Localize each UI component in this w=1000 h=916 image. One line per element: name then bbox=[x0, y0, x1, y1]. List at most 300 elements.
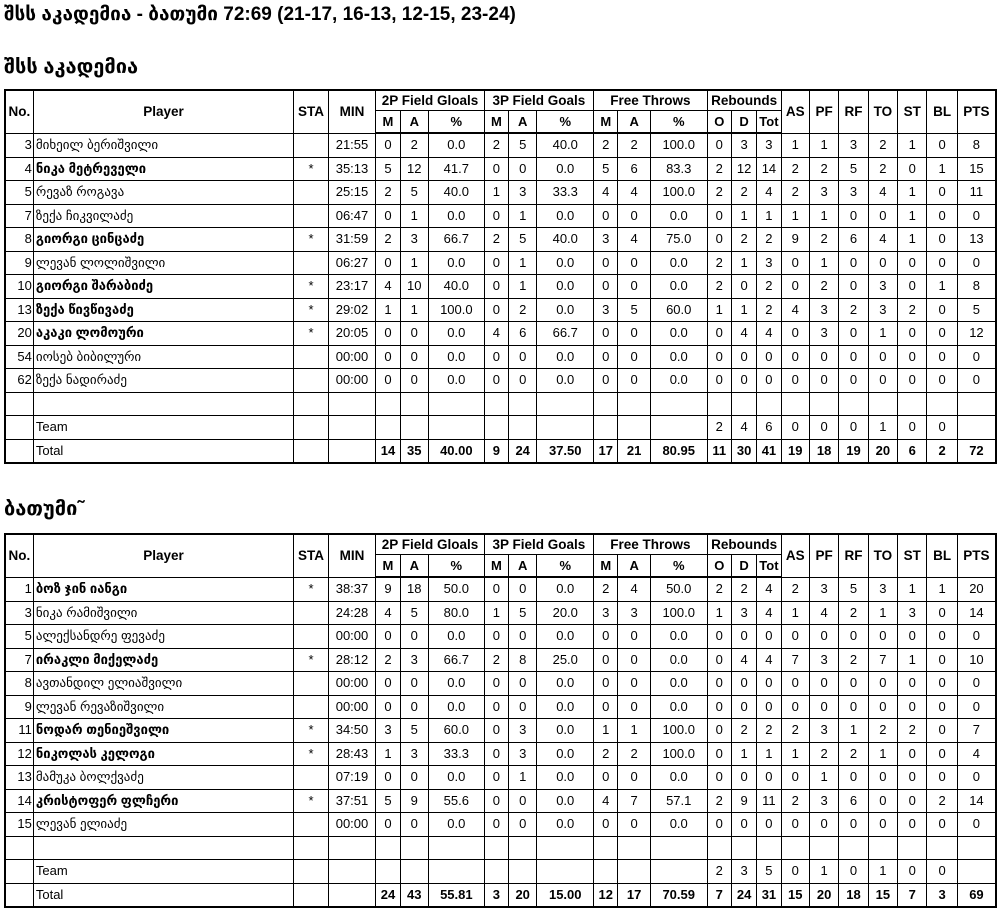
cell: 0 bbox=[618, 766, 650, 790]
header-bl: BL bbox=[927, 534, 957, 577]
header-ft: Free Throws bbox=[594, 534, 707, 555]
cell: 4 bbox=[757, 322, 781, 346]
cell: 13 bbox=[5, 766, 33, 790]
cell: 1 bbox=[898, 577, 927, 601]
header-no: No. bbox=[5, 90, 33, 133]
cell: 0 bbox=[376, 625, 400, 649]
player-row bbox=[5, 157, 996, 181]
cell: 38:37 bbox=[328, 577, 376, 601]
cell: 7 bbox=[5, 648, 33, 672]
cell: 1 bbox=[400, 204, 428, 228]
cell: 1 bbox=[509, 251, 537, 275]
cell: 15 bbox=[781, 883, 809, 907]
cell: 1 bbox=[731, 204, 756, 228]
cell bbox=[594, 836, 618, 860]
cell: 0 bbox=[707, 322, 731, 346]
cell bbox=[294, 695, 328, 719]
cell: 2 bbox=[781, 719, 809, 743]
cell: ალექსანდრე ფევაძე bbox=[33, 625, 293, 649]
cell: 0 bbox=[594, 766, 618, 790]
cell: 4 bbox=[957, 742, 996, 766]
cell: 5 bbox=[400, 181, 428, 205]
cell: 3 bbox=[927, 883, 957, 907]
cell: 0 bbox=[839, 766, 868, 790]
cell: 0.0 bbox=[428, 345, 484, 369]
cell: 5 bbox=[618, 298, 650, 322]
cell: 0.0 bbox=[537, 275, 594, 299]
cell bbox=[376, 416, 400, 440]
cell bbox=[428, 860, 484, 884]
cell: 0.0 bbox=[537, 298, 594, 322]
cell: 0 bbox=[731, 275, 756, 299]
cell: 0 bbox=[839, 695, 868, 719]
cell: 0.0 bbox=[537, 369, 594, 393]
cell: 0 bbox=[898, 672, 927, 696]
cell: 18 bbox=[809, 439, 838, 463]
cell: 1 bbox=[594, 719, 618, 743]
cell: 0 bbox=[757, 672, 781, 696]
subheader-pct: % bbox=[650, 555, 707, 578]
cell: 100.0 bbox=[650, 181, 707, 205]
header-reb: Rebounds bbox=[707, 90, 781, 111]
cell: მიხეილ ბერიშვილი bbox=[33, 133, 293, 157]
cell: 7 bbox=[781, 648, 809, 672]
cell: 0.0 bbox=[650, 369, 707, 393]
cell: 0 bbox=[484, 813, 508, 837]
cell: 0 bbox=[868, 672, 897, 696]
cell: 25.0 bbox=[537, 648, 594, 672]
cell: 0 bbox=[376, 322, 400, 346]
cell: 00:00 bbox=[328, 345, 376, 369]
cell: 5 bbox=[957, 298, 996, 322]
cell: 12 bbox=[5, 742, 33, 766]
cell: 0 bbox=[868, 251, 897, 275]
cell: 2 bbox=[868, 719, 897, 743]
cell: 1 bbox=[781, 133, 809, 157]
cell: 1 bbox=[809, 204, 838, 228]
cell: 0 bbox=[898, 345, 927, 369]
cell bbox=[509, 860, 537, 884]
cell: 1 bbox=[868, 601, 897, 625]
player-row bbox=[5, 577, 996, 601]
cell: 0.0 bbox=[428, 133, 484, 157]
cell: 2 bbox=[839, 298, 868, 322]
player-row bbox=[5, 719, 996, 743]
cell: 1 bbox=[898, 133, 927, 157]
cell: 0 bbox=[618, 322, 650, 346]
cell: 33.3 bbox=[537, 181, 594, 205]
subheader-tot: Tot bbox=[757, 111, 781, 134]
cell: 1 bbox=[809, 766, 838, 790]
cell: 1 bbox=[400, 251, 428, 275]
cell: 0.0 bbox=[537, 672, 594, 696]
cell: 9 bbox=[376, 577, 400, 601]
cell: 0 bbox=[594, 695, 618, 719]
cell: 0 bbox=[957, 695, 996, 719]
cell: 66.7 bbox=[428, 228, 484, 252]
cell: 0.0 bbox=[428, 369, 484, 393]
player-row bbox=[5, 601, 996, 625]
cell: 0 bbox=[809, 345, 838, 369]
cell: 80.95 bbox=[650, 439, 707, 463]
cell: 3 bbox=[509, 719, 537, 743]
subheader-m: M bbox=[484, 555, 508, 578]
cell: 3 bbox=[731, 133, 756, 157]
header-pf: PF bbox=[809, 90, 838, 133]
cell: 0 bbox=[376, 204, 400, 228]
cell: 21:55 bbox=[328, 133, 376, 157]
cell: 2 bbox=[484, 228, 508, 252]
cell: 0 bbox=[809, 416, 838, 440]
cell: მამუკა ბოლქვაძე bbox=[33, 766, 293, 790]
cell: 0 bbox=[618, 695, 650, 719]
header-as: AS bbox=[781, 534, 809, 577]
cell: 0 bbox=[781, 672, 809, 696]
cell: 3 bbox=[594, 601, 618, 625]
cell: ზექა წივწივაძე bbox=[33, 298, 293, 322]
cell: 0 bbox=[809, 813, 838, 837]
cell: 06:47 bbox=[328, 204, 376, 228]
cell: 1 bbox=[484, 601, 508, 625]
cell: 0.0 bbox=[537, 742, 594, 766]
cell: 0 bbox=[868, 813, 897, 837]
cell: 20.0 bbox=[537, 601, 594, 625]
cell: 2 bbox=[707, 789, 731, 813]
cell: 23:17 bbox=[328, 275, 376, 299]
cell: გიორგი ცინცაძე bbox=[33, 228, 293, 252]
cell: 0 bbox=[927, 695, 957, 719]
cell: 4 bbox=[484, 322, 508, 346]
cell: 2 bbox=[509, 298, 537, 322]
cell: 0 bbox=[484, 204, 508, 228]
cell: 2 bbox=[809, 228, 838, 252]
cell bbox=[781, 836, 809, 860]
cell bbox=[957, 860, 996, 884]
cell bbox=[509, 836, 537, 860]
cell bbox=[5, 883, 33, 907]
cell: 0 bbox=[594, 369, 618, 393]
cell: 75.0 bbox=[650, 228, 707, 252]
cell: 17 bbox=[618, 883, 650, 907]
cell: 0 bbox=[781, 766, 809, 790]
cell: * bbox=[294, 789, 328, 813]
cell: 3 bbox=[594, 298, 618, 322]
cell bbox=[484, 836, 508, 860]
cell: 0 bbox=[376, 695, 400, 719]
cell: 2 bbox=[781, 157, 809, 181]
cell: 0 bbox=[868, 625, 897, 649]
cell: 0 bbox=[868, 204, 897, 228]
player-row bbox=[5, 275, 996, 299]
cell: 18 bbox=[400, 577, 428, 601]
cell: 3 bbox=[484, 883, 508, 907]
subheader-a: A bbox=[400, 555, 428, 578]
cell: 0 bbox=[757, 695, 781, 719]
cell: 0 bbox=[927, 742, 957, 766]
cell: 2 bbox=[618, 742, 650, 766]
cell: 0 bbox=[731, 695, 756, 719]
cell: 3 bbox=[839, 133, 868, 157]
cell: * bbox=[294, 275, 328, 299]
cell: 3 bbox=[400, 742, 428, 766]
cell: 0 bbox=[927, 813, 957, 837]
cell: 0 bbox=[594, 322, 618, 346]
player-row bbox=[5, 789, 996, 813]
cell: 10 bbox=[5, 275, 33, 299]
cell bbox=[809, 836, 838, 860]
cell: 0 bbox=[927, 204, 957, 228]
subheader-m: M bbox=[484, 111, 508, 134]
cell: ლევან რევაზიშვილი bbox=[33, 695, 293, 719]
cell bbox=[731, 392, 756, 416]
cell: 6 bbox=[509, 322, 537, 346]
cell: 0 bbox=[484, 157, 508, 181]
cell: 1 bbox=[731, 251, 756, 275]
cell: 8 bbox=[957, 133, 996, 157]
cell: 00:00 bbox=[328, 695, 376, 719]
cell: ნოდარ თენიეშვილი bbox=[33, 719, 293, 743]
cell: 0 bbox=[898, 860, 927, 884]
cell bbox=[537, 416, 594, 440]
cell: 0 bbox=[594, 625, 618, 649]
cell: ნიკა რამიშვილი bbox=[33, 601, 293, 625]
cell: 0.0 bbox=[650, 345, 707, 369]
cell bbox=[428, 836, 484, 860]
header-ft: Free Throws bbox=[594, 90, 707, 111]
cell: 0 bbox=[839, 345, 868, 369]
cell: 60.0 bbox=[650, 298, 707, 322]
cell: 4 bbox=[868, 181, 897, 205]
cell bbox=[650, 860, 707, 884]
cell: 0 bbox=[731, 369, 756, 393]
cell: 14 bbox=[757, 157, 781, 181]
cell bbox=[650, 416, 707, 440]
cell: 3 bbox=[809, 181, 838, 205]
cell: 12 bbox=[957, 322, 996, 346]
total-row bbox=[5, 439, 996, 463]
cell: 0 bbox=[484, 275, 508, 299]
cell: 0 bbox=[927, 416, 957, 440]
cell: 9 bbox=[5, 251, 33, 275]
cell: 4 bbox=[376, 275, 400, 299]
cell: 5 bbox=[5, 181, 33, 205]
cell: 7 bbox=[898, 883, 927, 907]
cell: 2 bbox=[594, 133, 618, 157]
cell: 1 bbox=[781, 601, 809, 625]
cell: 0 bbox=[618, 275, 650, 299]
cell: 7 bbox=[957, 719, 996, 743]
cell: 0.0 bbox=[650, 322, 707, 346]
cell: 0 bbox=[376, 133, 400, 157]
cell: 3 bbox=[731, 601, 756, 625]
cell bbox=[594, 860, 618, 884]
cell: 2 bbox=[400, 133, 428, 157]
player-row bbox=[5, 181, 996, 205]
cell: რევაზ როგავა bbox=[33, 181, 293, 205]
cell: 0 bbox=[898, 625, 927, 649]
cell: 0 bbox=[839, 275, 868, 299]
cell: 14 bbox=[376, 439, 400, 463]
cell: კრისტოფერ ფლჩერი bbox=[33, 789, 293, 813]
cell: 0 bbox=[927, 345, 957, 369]
cell: 0.0 bbox=[650, 275, 707, 299]
cell: 2 bbox=[757, 298, 781, 322]
subheader-m: M bbox=[376, 111, 400, 134]
cell: 5 bbox=[594, 157, 618, 181]
cell: 9 bbox=[5, 695, 33, 719]
cell: 5 bbox=[757, 860, 781, 884]
cell: 13 bbox=[957, 228, 996, 252]
cell: 0.0 bbox=[537, 789, 594, 813]
cell bbox=[509, 392, 537, 416]
cell: 4 bbox=[618, 577, 650, 601]
cell: 0 bbox=[376, 672, 400, 696]
cell: 20 bbox=[5, 322, 33, 346]
cell: ნიკა მეტრეველი bbox=[33, 157, 293, 181]
cell bbox=[294, 860, 328, 884]
header-player: Player bbox=[33, 90, 293, 133]
cell: 0 bbox=[707, 766, 731, 790]
header-sta: STA bbox=[294, 90, 328, 133]
cell bbox=[328, 439, 376, 463]
cell: 3 bbox=[809, 577, 838, 601]
cell bbox=[957, 836, 996, 860]
subheader-a: A bbox=[400, 111, 428, 134]
cell: 2 bbox=[484, 648, 508, 672]
cell: 0 bbox=[898, 251, 927, 275]
cell: 2 bbox=[484, 133, 508, 157]
cell: 4 bbox=[594, 789, 618, 813]
cell: 00:00 bbox=[328, 369, 376, 393]
cell bbox=[868, 836, 897, 860]
cell: 5 bbox=[839, 577, 868, 601]
empty-row bbox=[5, 392, 996, 416]
cell: 12 bbox=[400, 157, 428, 181]
cell: 7 bbox=[868, 648, 897, 672]
cell: 0 bbox=[731, 345, 756, 369]
player-row bbox=[5, 322, 996, 346]
header-to: TO bbox=[868, 90, 897, 133]
player-row bbox=[5, 369, 996, 393]
header-no: No. bbox=[5, 534, 33, 577]
cell bbox=[618, 860, 650, 884]
subheader-pct: % bbox=[537, 555, 594, 578]
cell: 0 bbox=[707, 648, 731, 672]
cell: 1 bbox=[898, 648, 927, 672]
empty-row bbox=[5, 836, 996, 860]
header-as: AS bbox=[781, 90, 809, 133]
cell: 0 bbox=[594, 813, 618, 837]
cell bbox=[5, 416, 33, 440]
cell: 4 bbox=[376, 601, 400, 625]
cell: 0 bbox=[618, 369, 650, 393]
cell: 0 bbox=[376, 813, 400, 837]
cell bbox=[484, 860, 508, 884]
subheader-m: M bbox=[376, 555, 400, 578]
cell: 3 bbox=[376, 719, 400, 743]
cell: 20 bbox=[809, 883, 838, 907]
cell: 2 bbox=[731, 181, 756, 205]
cell: 0 bbox=[594, 648, 618, 672]
cell: 3 bbox=[809, 648, 838, 672]
cell: 0 bbox=[809, 369, 838, 393]
cell: 0 bbox=[731, 813, 756, 837]
cell: 2 bbox=[757, 228, 781, 252]
cell: 0 bbox=[781, 251, 809, 275]
subheader-a: A bbox=[509, 111, 537, 134]
cell bbox=[376, 392, 400, 416]
cell: 0.0 bbox=[428, 322, 484, 346]
cell: 0 bbox=[839, 860, 868, 884]
cell: * bbox=[294, 719, 328, 743]
cell bbox=[428, 392, 484, 416]
cell: 7 bbox=[707, 883, 731, 907]
cell: 0 bbox=[868, 789, 897, 813]
cell bbox=[428, 416, 484, 440]
cell: 6 bbox=[839, 228, 868, 252]
cell: 20:05 bbox=[328, 322, 376, 346]
cell: * bbox=[294, 648, 328, 672]
cell: 0 bbox=[781, 345, 809, 369]
team-title-away: ბათუმი˜ bbox=[4, 498, 85, 520]
cell: 0 bbox=[376, 369, 400, 393]
cell: 2 bbox=[809, 275, 838, 299]
cell: 100.0 bbox=[650, 133, 707, 157]
cell: 0 bbox=[731, 766, 756, 790]
cell: 13 bbox=[5, 298, 33, 322]
player-row bbox=[5, 251, 996, 275]
cell: 6 bbox=[898, 439, 927, 463]
cell: 0 bbox=[781, 322, 809, 346]
cell: 0 bbox=[957, 345, 996, 369]
cell: 1 bbox=[809, 251, 838, 275]
cell: 14 bbox=[957, 601, 996, 625]
cell: 3 bbox=[400, 228, 428, 252]
cell bbox=[5, 392, 33, 416]
team-title-home: შსს აკადემია bbox=[4, 56, 139, 78]
cell: 0 bbox=[509, 813, 537, 837]
cell: 0 bbox=[707, 204, 731, 228]
subheader-tot: Tot bbox=[757, 555, 781, 578]
player-row bbox=[5, 648, 996, 672]
cell: 2 bbox=[376, 228, 400, 252]
cell: 5 bbox=[376, 157, 400, 181]
cell: 0 bbox=[957, 625, 996, 649]
cell: 55.81 bbox=[428, 883, 484, 907]
cell bbox=[650, 836, 707, 860]
cell: 2 bbox=[707, 860, 731, 884]
cell: 0 bbox=[927, 719, 957, 743]
header-reb: Rebounds bbox=[707, 534, 781, 555]
cell: 3 bbox=[809, 719, 838, 743]
cell: Total bbox=[33, 439, 293, 463]
cell: 0.0 bbox=[650, 251, 707, 275]
cell: 3 bbox=[809, 789, 838, 813]
cell: ირაკლი მიქელაძე bbox=[33, 648, 293, 672]
cell: 33.3 bbox=[428, 742, 484, 766]
cell: 2 bbox=[927, 439, 957, 463]
cell: 0 bbox=[707, 695, 731, 719]
subheader-d: D bbox=[731, 111, 756, 134]
subheader-pct: % bbox=[428, 111, 484, 134]
header-fg2: 2P Field Gloals bbox=[376, 534, 484, 555]
cell bbox=[294, 766, 328, 790]
cell: 0 bbox=[839, 672, 868, 696]
cell: 31 bbox=[757, 883, 781, 907]
cell: 0 bbox=[809, 695, 838, 719]
cell: 1 bbox=[707, 601, 731, 625]
cell: 8 bbox=[5, 228, 33, 252]
